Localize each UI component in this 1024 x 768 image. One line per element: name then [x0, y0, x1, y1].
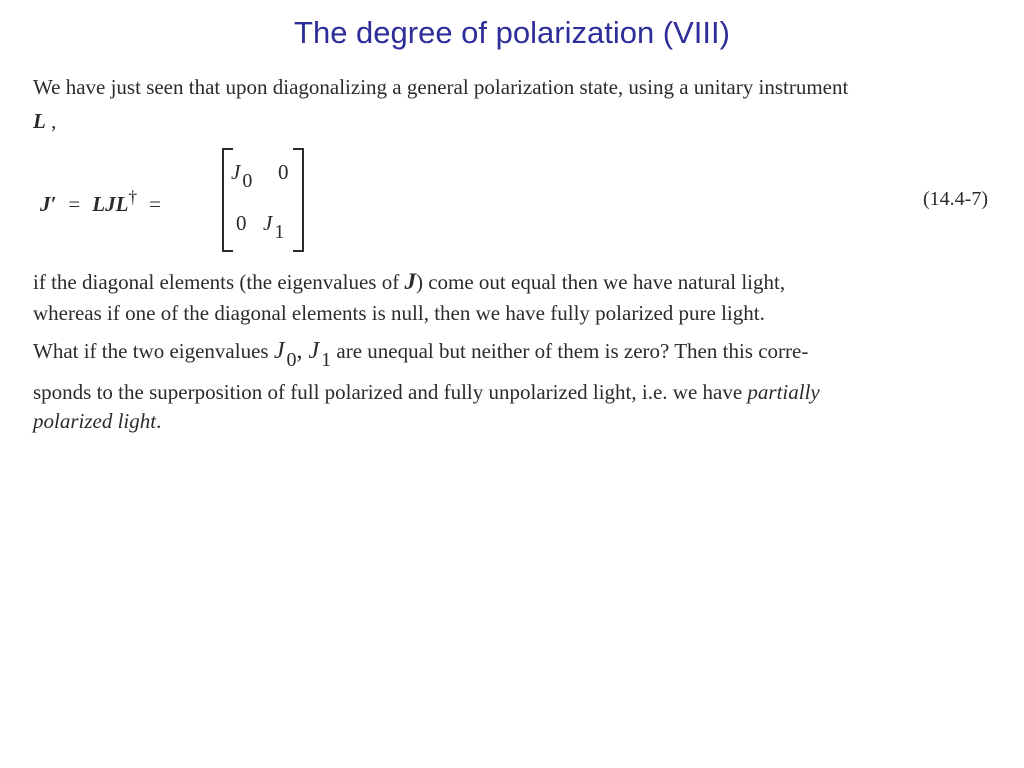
- paragraph2-line-1: if the diagonal elements (the eigenvalues of J) come out equal then we have natural light,: [33, 269, 786, 294]
- matrix-cell-J0: J 0: [231, 160, 253, 192]
- eigen-J-symbol: J: [404, 269, 416, 294]
- matrix-cell-bottom-left: 0: [236, 211, 247, 235]
- equation-number: (14.4-7): [923, 188, 988, 210]
- equation-product-LJL: LJL: [92, 192, 129, 216]
- slide-title: The degree of polarization (VIII): [294, 15, 730, 50]
- matrix-cell-J1: J 1: [263, 211, 285, 243]
- equation-equals-2: =: [149, 192, 161, 216]
- equation-J-prime: J′: [40, 192, 57, 216]
- paragraph2-line-2: whereas if one of the diagonal elements is null, then we have fully polarized pure light.: [33, 301, 765, 325]
- equation-equals-1: =: [68, 192, 81, 216]
- matrix-cell-top-right: 0: [278, 160, 289, 184]
- equation-dagger: †: [128, 187, 138, 207]
- diagonal-matrix: [222, 148, 304, 250]
- paragraph3-line-2: sponds to the superposition of full polarized and fully unpolarized light, i.e. we have partially: [33, 380, 820, 404]
- paragraph3-line-1: What if the two eigenvalues J $_0$, J $_1$ are unequal but neither of them is zero? Then this corre-: [33, 338, 809, 371]
- intro-line-2: [33, 108, 56, 134]
- eigenvalues-J0-J1: J $_0$, J $_1$: [273, 338, 332, 371]
- partially-emphasis: partially: [747, 380, 820, 404]
- equation-lhs: [40, 184, 161, 217]
- polarized-light-emphasis: polarized light: [33, 409, 157, 433]
- intro-line-2-tail: ,: [45, 109, 57, 133]
- intro-line-1: We have just seen that upon diagonalizing a general polarization state, using a unitary instrument: [33, 75, 849, 99]
- paragraph3-line-3: polarized light.: [33, 409, 162, 433]
- matrix-right-bracket: [293, 148, 304, 252]
- operator-L-symbol: L: [33, 109, 46, 133]
